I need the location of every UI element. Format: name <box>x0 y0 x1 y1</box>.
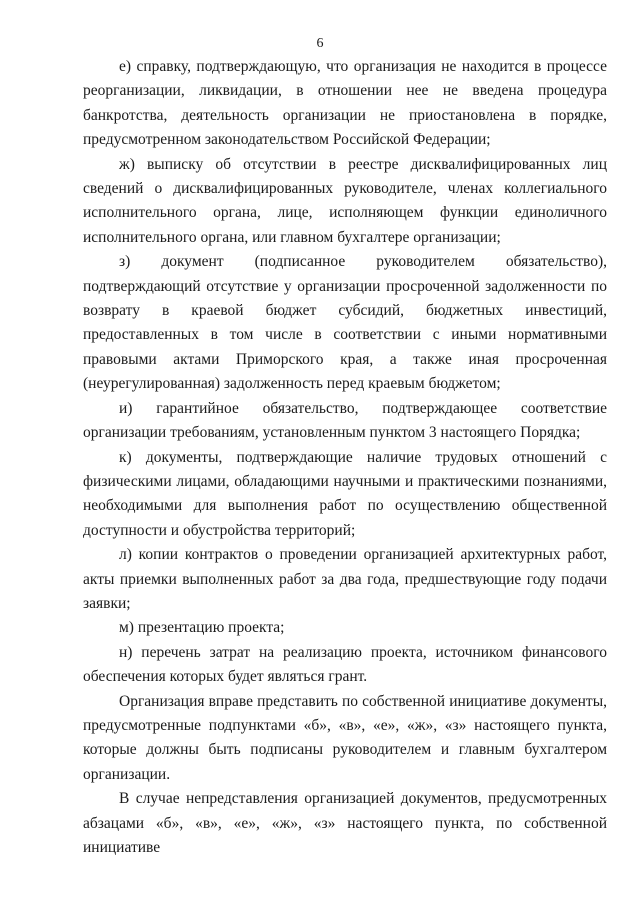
paragraph-non-submission: В случае непредставления организацией документов, предусмотренных абзацами «б», «в», «е», «ж», «з» настоящего пункта, по собственной инициативе <box>83 790 607 856</box>
paragraph-item-m: м) презентацию проекта; <box>119 619 285 637</box>
paragraph-optional-documents: Организация вправе представить по собственной инициативе документы, предусмотренные подпунктами «б», «в», «е», «ж», «з» настоящего пункта, которые должны быть подписаны руководителем и главным бухгалтером организации. <box>83 692 607 783</box>
paragraph-item-zh: ж) выписку об отсутствии в реестре дисквалифицированных лиц сведений о дисквалифицированных руководителе, членах коллегиального исполнительного органа, лице, исполняющем функции единоличного исполнительного органа, или главном бухгалтере организации; <box>83 155 607 246</box>
paragraph-item-i: и) гарантийное обязательство, подтверждающее соответствие организации требованиям, установленным пунктом 3 настоящего Порядка; <box>83 399 607 442</box>
paragraph-item-z: з) документ (подписанное руководителем обязательство), подтверждающий отсутствие у организации просроченной задолженности по возврату в краевой бюджет субсидий, бюджетных инвестиций, предоставленных в том числе в соответствии с иными нормативными правовыми актами Приморского края, а также иная просроченная (неурегулированная) задолженность перед краевым бюджетом; <box>83 253 607 393</box>
paragraph-item-e: е) справку, подтверждающую, что организация не находится в процессе реорганизации, ликвидации, в отношении нее не введена процедура банкротства, деятельность организации не приостановлена в порядке, предусмотренном законодательством Российской Федерации; <box>83 58 607 149</box>
paragraph-item-n: н) перечень затрат на реализацию проекта, источником финансового обеспечения которых будет являться грант. <box>83 643 607 686</box>
paragraph-item-l: л) копии контрактов о проведении организацией архитектурных работ, акты приемки выполненных работ за два года, предшествующие году подачи заявки; <box>83 546 607 612</box>
document-body <box>83 55 607 860</box>
paragraph-item-k: к) документы, подтверждающие наличие трудовых отношений с физическими лицами, обладающими научными и практическими познаниями, необходимыми для выполнения работ по осуществлению общественной доступности и обустройства территорий; <box>83 448 607 539</box>
page-number: 6 <box>316 36 324 51</box>
